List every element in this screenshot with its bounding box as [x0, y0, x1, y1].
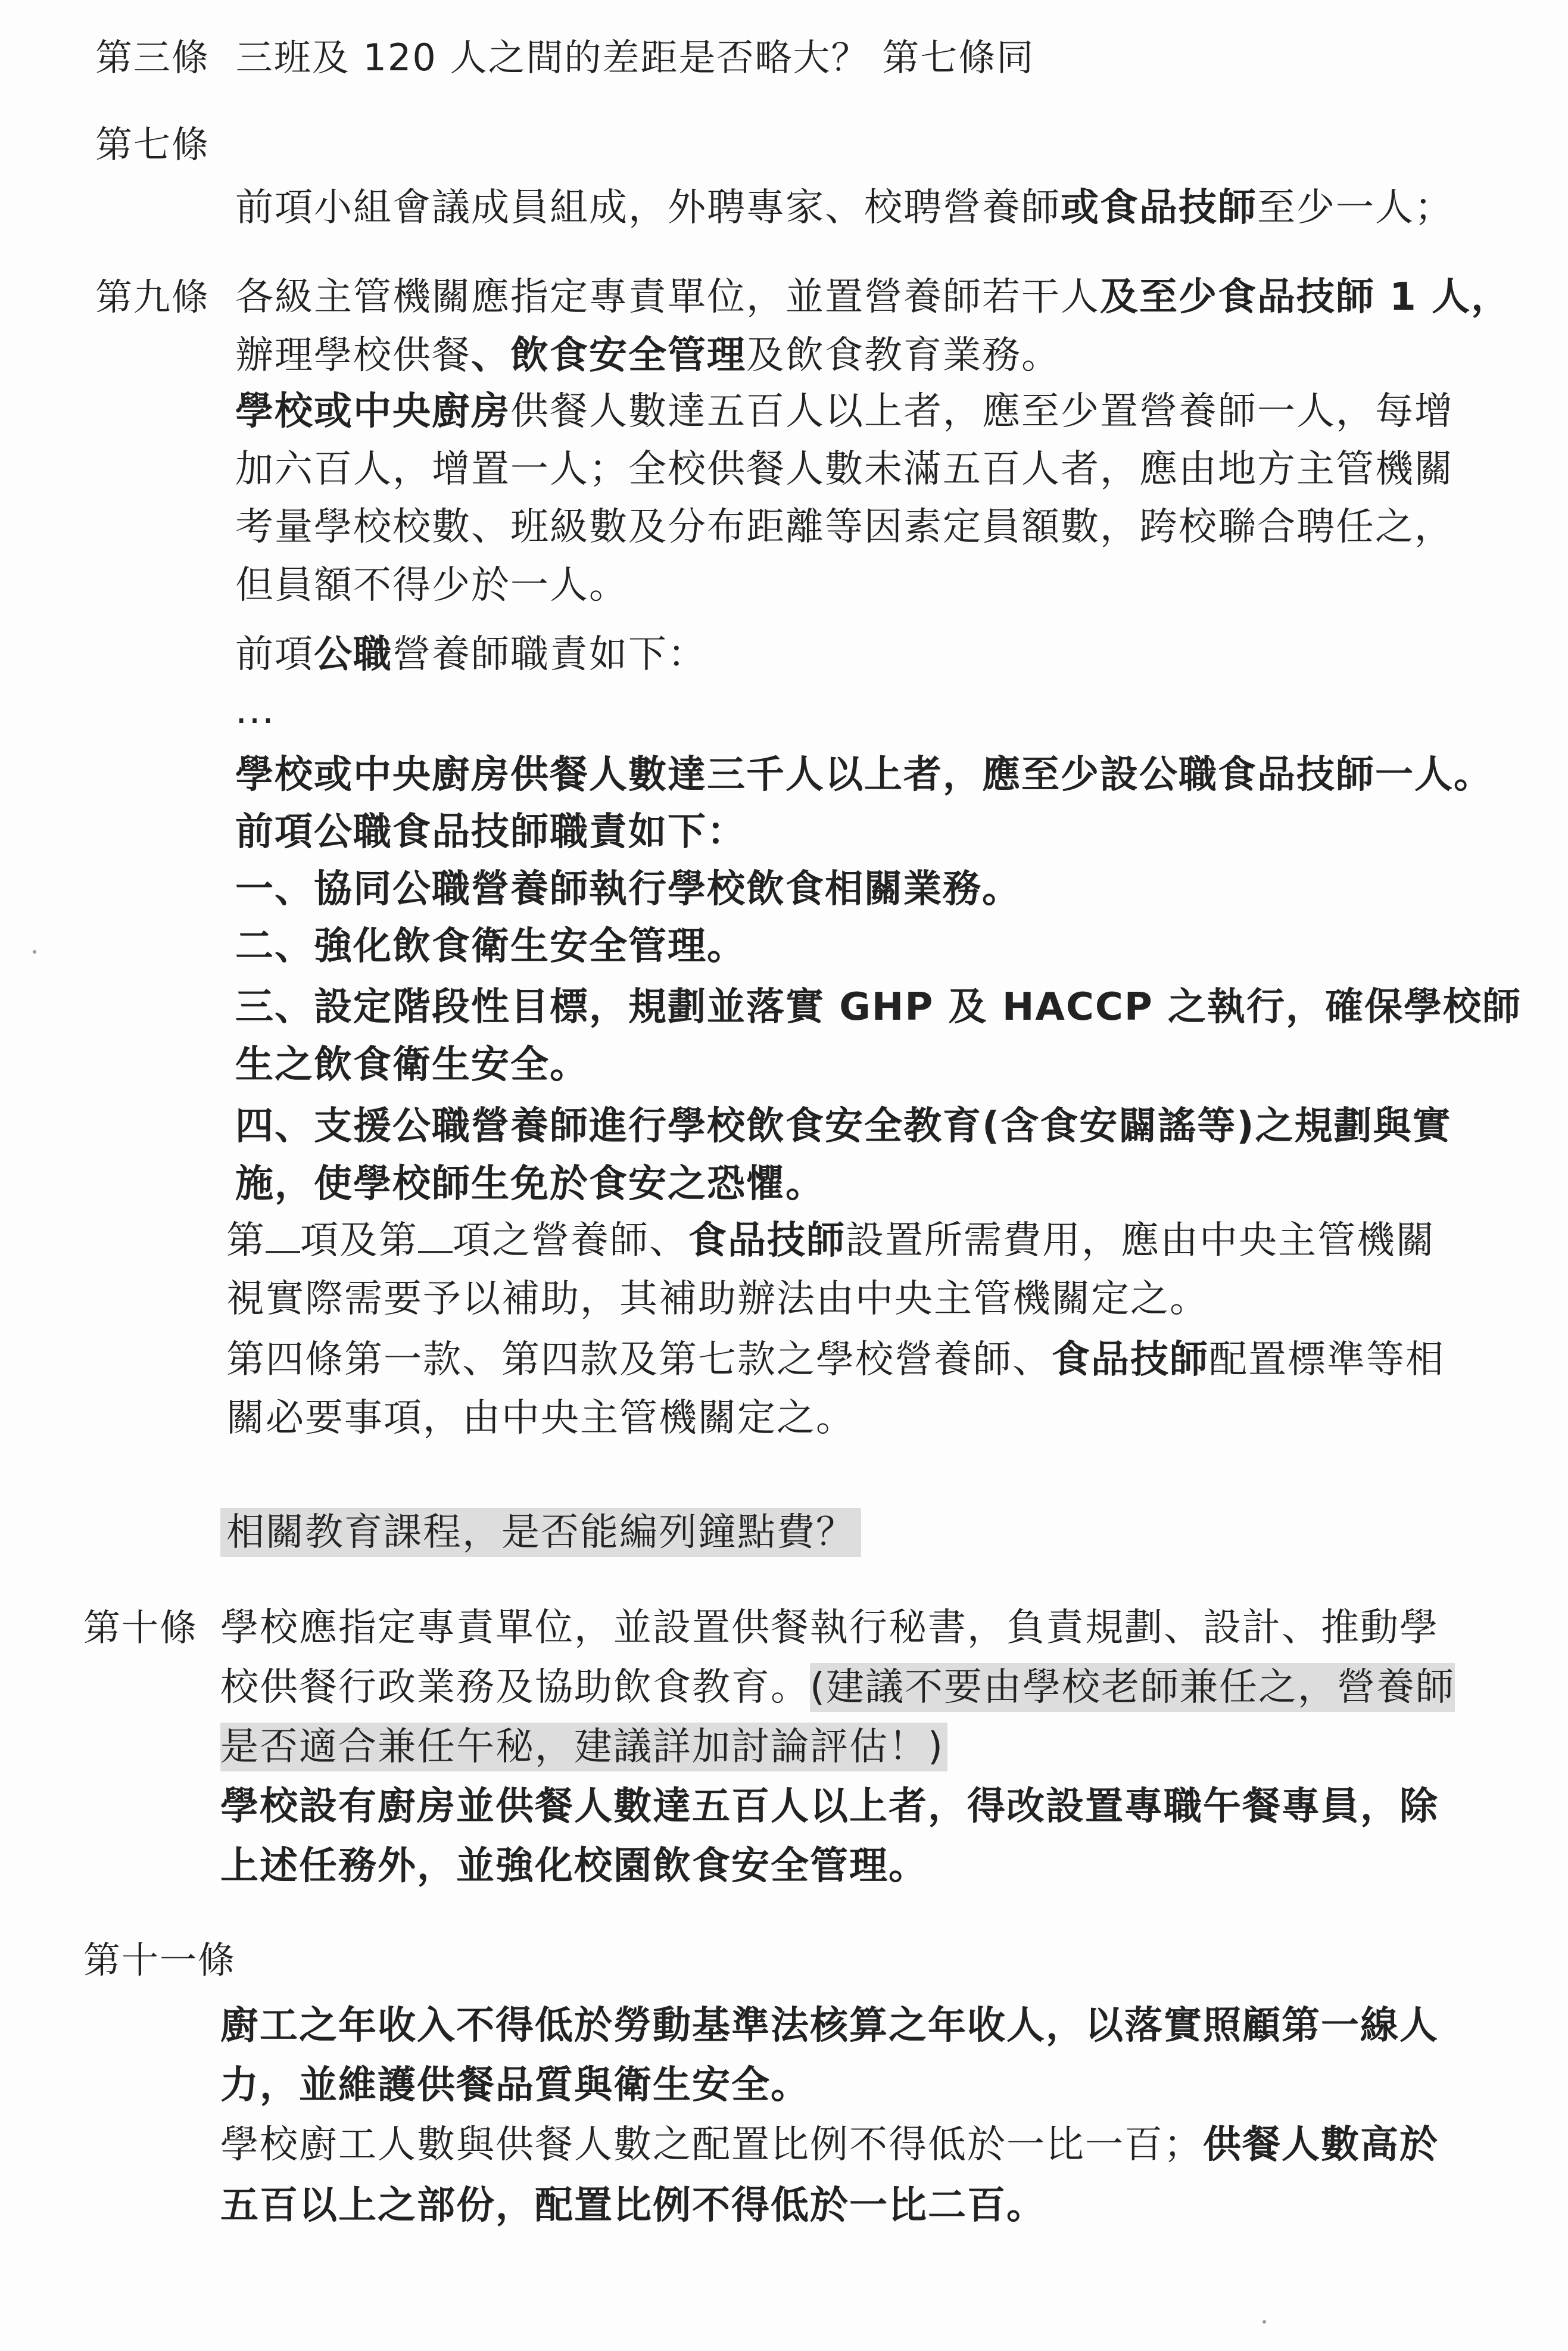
- article-9-line-18: 視實際需要予以補助，其補助辦法由中央主管機關定之。: [226, 1277, 1209, 1321]
- article-9-duty-2: 二、強化飲食衛生安全管理。: [235, 924, 746, 969]
- article-9-line-7: 前項公職營養師職責如下：: [235, 633, 707, 677]
- comment-highlight: 是否適合兼任午秘，建議詳加討論評估！): [220, 1723, 947, 1771]
- article-3-line: [95, 32, 1034, 83]
- article-9-line-10: 前項公職食品技師職責如下：: [235, 810, 746, 854]
- article-11-label: 第十一條: [83, 1938, 236, 1982]
- article-9-line-2: 辦理學校供餐、飲食安全管理及飲食教育業務。: [235, 334, 1061, 378]
- blank-underline: [418, 1220, 453, 1253]
- article-9-line-17: 第 項及第 項之營養師、食品技師設置所需費用，應由中央主管機關: [226, 1219, 1435, 1263]
- article-10-line-3: [220, 1721, 947, 1773]
- blank-underline: [266, 1220, 300, 1253]
- article-10-line-4: 學校設有廚房並供餐人數達五百人以上者，得改設置專職午餐專員，除: [220, 1785, 1439, 1829]
- article-11-line-3: 學校廚工人數與供餐人數之配置比例不得低於一比一百；供餐人數高於: [220, 2123, 1439, 2167]
- article-7-added-text: 或食品技師: [1061, 186, 1257, 230]
- comment-highlight: 相關教育課程，是否能編列鐘點費？: [220, 1508, 861, 1557]
- article-11-line-4: 五百以上之部份，配置比例不得低於一比二百。: [220, 2184, 1046, 2228]
- article-9-line-9: 學校或中央廚房供餐人數達三千人以上者，應至少設公職食品技師一人。: [235, 753, 1493, 797]
- article-9-duty-3: 三、設定階段性目標，規劃並落實 GHP 及 HACCP 之執行，確保學校師: [235, 985, 1522, 1029]
- article-7-paragraph: 前項小組會議成員組成，外聘專家、校聘營養師或食品技師至少一人；: [235, 186, 1454, 230]
- article-9-line-20: 關必要事項，由中央主管機關定之。: [226, 1396, 855, 1440]
- article-9-duty-4: 四、支援公職營養師進行學校飲食安全教育(含食安闢謠等)之規劃與實: [235, 1104, 1452, 1148]
- article-9-line-5: 考量學校校數、班級數及分布距離等因素定員額數，跨校聯合聘任之，: [235, 505, 1454, 549]
- article-9-line-3: 學校或中央廚房供餐人數達五百人以上者，應至少置營養師一人，每增: [235, 390, 1454, 434]
- article-9-line-1: 各級主管機關應指定專責單位，並置營養師若干人及至少食品技師 1 人，: [235, 275, 1511, 319]
- article-9-duty-4-cont: 施，使學校師生免於食安之恐懼。: [235, 1162, 825, 1206]
- article-9-line-19: 第四條第一款、第四款及第七款之學校營養師、食品技師配置標準等相: [226, 1338, 1445, 1382]
- scan-speck: [1262, 2320, 1266, 2324]
- article-10-line-5: 上述任務外，並強化校園飲食安全管理。: [220, 1844, 928, 1888]
- article-9-duty-1: 一、協同公職營養師執行學校飲食相關業務。: [235, 867, 1021, 911]
- article-11-line-2: 力，並維護供餐品質與衛生安全。: [220, 2063, 810, 2107]
- article-3-comment: 三班及 120 人之間的差距是否略大？ 第七條同: [235, 36, 1035, 79]
- article-3-label: 第三條: [95, 36, 210, 79]
- comment-courses: [220, 1507, 861, 1558]
- article-7-label: 第七條: [95, 123, 210, 166]
- comment-highlight: (建議不要由學校老師兼任之，營養師: [810, 1663, 1455, 1712]
- article-10-line-2: 校供餐行政業務及協助飲食教育。(建議不要由學校老師兼任之，營養師: [220, 1662, 1455, 1713]
- article-9-duty-3-cont: 生之飲食衛生安全。: [235, 1043, 589, 1087]
- article-9-label: 第九條: [95, 275, 210, 319]
- article-10-line-1: 學校應指定專責單位，並設置供餐執行秘書，負責規劃、設計、推動學: [220, 1606, 1439, 1650]
- article-10-label: 第十條: [83, 1606, 198, 1649]
- article-9-line-6: 但員額不得少於一人。: [235, 563, 628, 608]
- article-9-ellipsis: ...: [235, 689, 276, 733]
- scan-speck: [33, 950, 36, 954]
- article-9-line-4: 加六百人，增置一人；全校供餐人數未滿五百人者，應由地方主管機關: [235, 447, 1454, 491]
- article-11-line-1: 廚工之年收入不得低於勞動基準法核算之年收人，以落實照顧第一線人: [220, 2004, 1439, 2048]
